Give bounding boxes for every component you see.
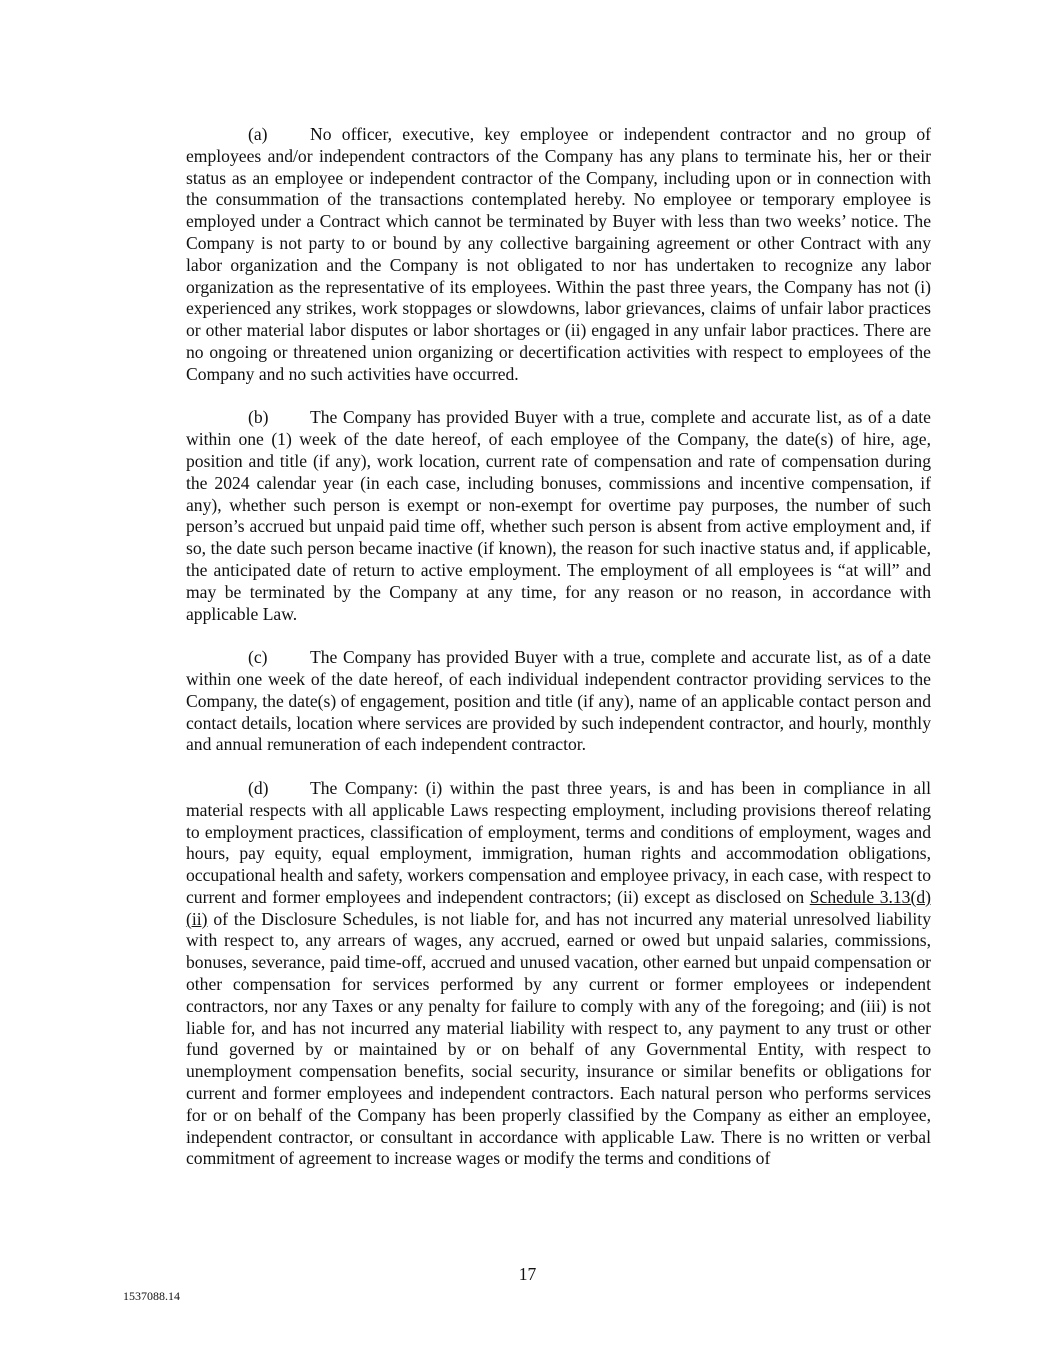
paragraph-text-after: of the Disclosure Schedules, is not liable for, and has not incurred any material unresolved liability with respect to, any arrears of wages, any accrued, earned or owed but unpaid salaries, commissions, bonuses, severance, paid time-off, accrued and unused vacation, other earned but unpaid compensation or other compensation for services performed by any current or former employees or independent contractors, nor any Taxes or any penalty for failure to comply with any of the foregoing; and (iii) is not liable for, and has not incurred any material liability with respect to, any payment to any trust or other fund governed by or maintained by or on behalf of any Governmental Entity, with respect to unemployment compensation benefits, social security, insurance or similar benefits or obligations for current and former employees and independent contractors. Each natural person who performs services for or on behalf of the Company has been properly classified by the Company as either an employee, independent contractor, or consultant in accordance with applicable Law. There is no written or verbal commitment of agreement to increase wages or modify the terms and conditions of (186, 908, 931, 1169)
paragraph-label: (d) (248, 777, 269, 798)
paragraph-text: The Company has provided Buyer with a true, complete and accurate list, as of a date within one (1) week of the date hereof, of each employee of the Company, the date(s) of hire, age, position and title (if any), work location, current rate of compensation and rate of compensation during the 2024 calendar year (in each case, including bonuses, commissions and incentive compensation, if any), whether such person is exempt or non-exempt for overtime pay purposes, the number of such person’s accrued but unpaid paid time off, whether such person is absent from active employment and, if so, the date such person became inactive (if known), the reason for such inactive status and, if applicable, the anticipated date of return to active employment. The employment of all employees is “at will” and may be terminated by the Company at any time, for any reason or no reason, in accordance with applicable Law. (186, 407, 931, 624)
document-body (186, 124, 931, 1192)
paragraph-text: No officer, executive, key employee or independent contractor and no group of employees and/or independent contractors of the Company has any plans to terminate his, her or their status as an employee or independent contractor of the Company, including upon or in connection with the consummation of the transactions contemplated hereby. No employee or temporary employee is employed under a Contract which cannot be terminated by Buyer with less than two weeks’ notice. The Company is not party to or bound by any collective bargaining agreement or other Contract with any labor organization and the Company is not obligated to nor has undertaken to recognize any labor organization as the representative of its employees. Within the past three years, the Company has not (i) experienced any strikes, work stoppages or slowdowns, labor grievances, claims of unfair labor practices or other material labor disputes or labor shortages or (ii) engaged in any unfair labor practices. There are no ongoing or threatened union organizing or decertification activities with respect to employees of the Company and no such activities have occurred. (186, 124, 931, 384)
paragraph-a (186, 124, 931, 386)
paragraph-d (186, 778, 931, 1170)
paragraph-label: (c) (248, 647, 268, 668)
paragraph-b (186, 407, 931, 625)
schedule-reference: Schedule 3.13(d)(ii) (186, 886, 931, 929)
paragraph-text-before: The Company: (i) within the past three years, is and has been in compliance in all material respects with all applicable Laws respecting employment, including provisions thereof relating to employment practices, classification of employment, terms and conditions of employment, wages and hours, pay equity, equal employment, immigration, human rights and accommodation obligations, occupational health and safety, workers compensation and employee privacy, in each case, with respect to current and former employees and independent contractors; (ii) except as disclosed on (186, 777, 931, 907)
paragraph-c (186, 647, 931, 756)
paragraph-label: (b) (248, 407, 269, 428)
document-id: 1537088.14 (123, 1289, 180, 1303)
paragraph-label: (a) (248, 124, 268, 144)
paragraph-text: The Company has provided Buyer with a true, complete and accurate list, as of a date within one week of the date hereof, of each individual independent contractor providing services to the Company, the date(s) of engagement, position and title (if any), name of an applicable contact person and contact details, location where services are provided by such independent contractor, and hourly, monthly and annual remuneration of each independent contractor. (186, 647, 931, 755)
page-number: 17 (518, 1264, 537, 1284)
